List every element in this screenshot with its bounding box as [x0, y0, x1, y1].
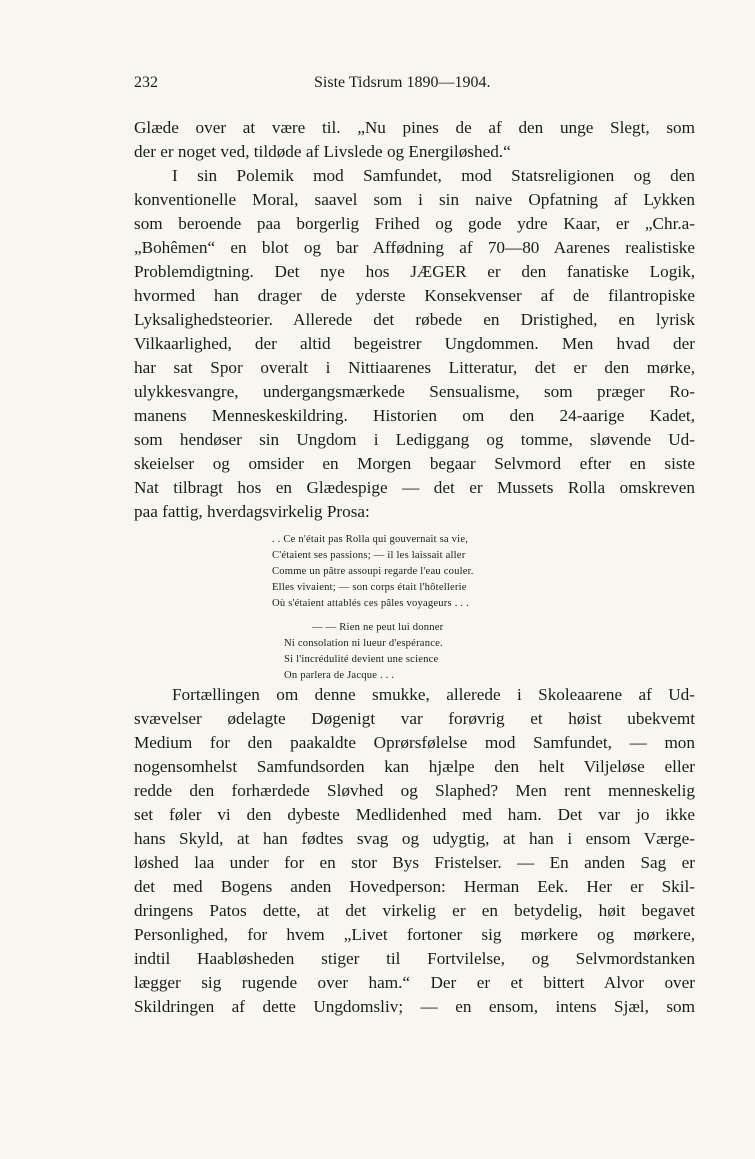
text-line: dringens Patos dette, at det virkelig er en betydelig, høit begavet [134, 901, 695, 920]
text-line: der er noget ved, tildøde af Livslede og Energiløshed.“ [134, 142, 511, 161]
text-line: Glæde over at være til. „Nu pines de af den unge Slegt, som [134, 118, 695, 137]
text-line: redde den forhærdede Sløvhed og Slaphed? Men rent menneskelig [134, 781, 695, 800]
verse-line: . . Ce n'était pas Rolla qui gouvernait sa vie, [272, 534, 469, 545]
running-head: Siste Tidsrum 1890—1904. [314, 74, 491, 91]
text-line: har sat Spor overalt i Nittiaarenes Litteratur, det er den mørke, [134, 358, 695, 377]
text-line: „Bohêmen“ en blot og bar Affødning af 70—80 Aarenes realistiske [134, 238, 695, 257]
text-line: I sin Polemik mod Samfundet, mod Statsreligionen og den [172, 166, 695, 185]
text-line: Problemdigtning. Det nye hos JÆGER er den fanatiske Logik, [134, 262, 695, 281]
text-line: skeielser og omsider en Morgen begaar Selvmord efter en siste [134, 454, 695, 473]
text-line: hans Skyld, at han fødtes svag og udygtig, at han i ensom Værge- [134, 829, 695, 848]
text-line: indtil Haabløsheden stiger til Fortvilelse, og Selvmordstanken [134, 949, 695, 968]
text-line: hvormed han drager de yderste Konsekvenser af de filantropiske [134, 286, 695, 305]
text-line: manens Menneskeskildring. Historien om den 24-aarige Kadet, [134, 406, 695, 425]
page-number: 232 [134, 74, 158, 91]
text-line: Vilkaarlighed, der altid begeistrer Ungdommen. Men hvad der [134, 334, 695, 353]
text-line: nogensomhelst Samfundsorden kan hjælpe den helt Viljeløse eller [134, 757, 695, 776]
text-line: Medium for den paakaldte Oprørsfølelse mod Samfundet, — mon [134, 733, 695, 752]
text-line: svævelser ødelagte Døgenigt var forøvrig et høist ubekvemt [134, 709, 695, 728]
text-line: som beroende paa borgerlig Frihed og gode ydre Kaar, er „Chr.a- [134, 214, 695, 233]
text-line: Personlighed, for hvem „Livet fortoner sig mørkere og mørkere, [134, 925, 695, 944]
text-line: lægger sig rugende over ham.“ Der er et bittert Alvor over [134, 973, 695, 992]
text-line: det med Bogens anden Hovedperson: Herman Eek. Her er Skil- [134, 877, 695, 896]
text-line: konventionelle Moral, saavel som i sin naive Opfatning af Lykken [134, 190, 695, 209]
text-line: ulykkesvangre, undergangsmærkede Sensualisme, som præger Ro- [134, 382, 695, 401]
text-line: set føler vi den dybeste Medlidenhed med ham. Det var jo ikke [134, 805, 695, 824]
text-line: som hendøser sin Ungdom i Lediggang og tomme, sløvende Ud- [134, 430, 695, 449]
verse-line: Elles vivaient; — son corps était l'hôtellerie [272, 582, 467, 593]
verse-line: Ni consolation ni lueur d'espérance. [284, 638, 443, 649]
verse-line: — — Rien ne peut lui donner [312, 622, 444, 633]
text-line: Skildringen af dette Ungdomsliv; — en ensom, intens Sjæl, som [134, 997, 695, 1016]
text-line: Lyksalighedsteorier. Allerede det røbede en Dristighed, en lyrisk [134, 310, 695, 329]
text-line: paa fattig, hverdagsvirkelig Prosa: [134, 502, 370, 521]
text-line: Fortællingen om denne smukke, allerede i Skoleaarene af Ud- [172, 685, 695, 704]
text-line: løshed laa under for en stor Bys Fristelser. — En anden Sag er [134, 853, 695, 872]
verse-line: On parlera de Jacque . . . [284, 670, 395, 681]
verse-line: Si l'incrédulité devient une science [284, 654, 439, 665]
verse-line: Où s'étaient attablés ces pâles voyageurs . . . [272, 598, 469, 609]
verse-line: Comme un pâtre assoupi regarde l'eau couler. [272, 566, 474, 577]
verse-line: C'étaient ses passions; — il les laissait aller [272, 550, 466, 561]
text-line: Nat tilbragt hos en Glædespige — det er Mussets Rolla omskreven [134, 478, 695, 497]
